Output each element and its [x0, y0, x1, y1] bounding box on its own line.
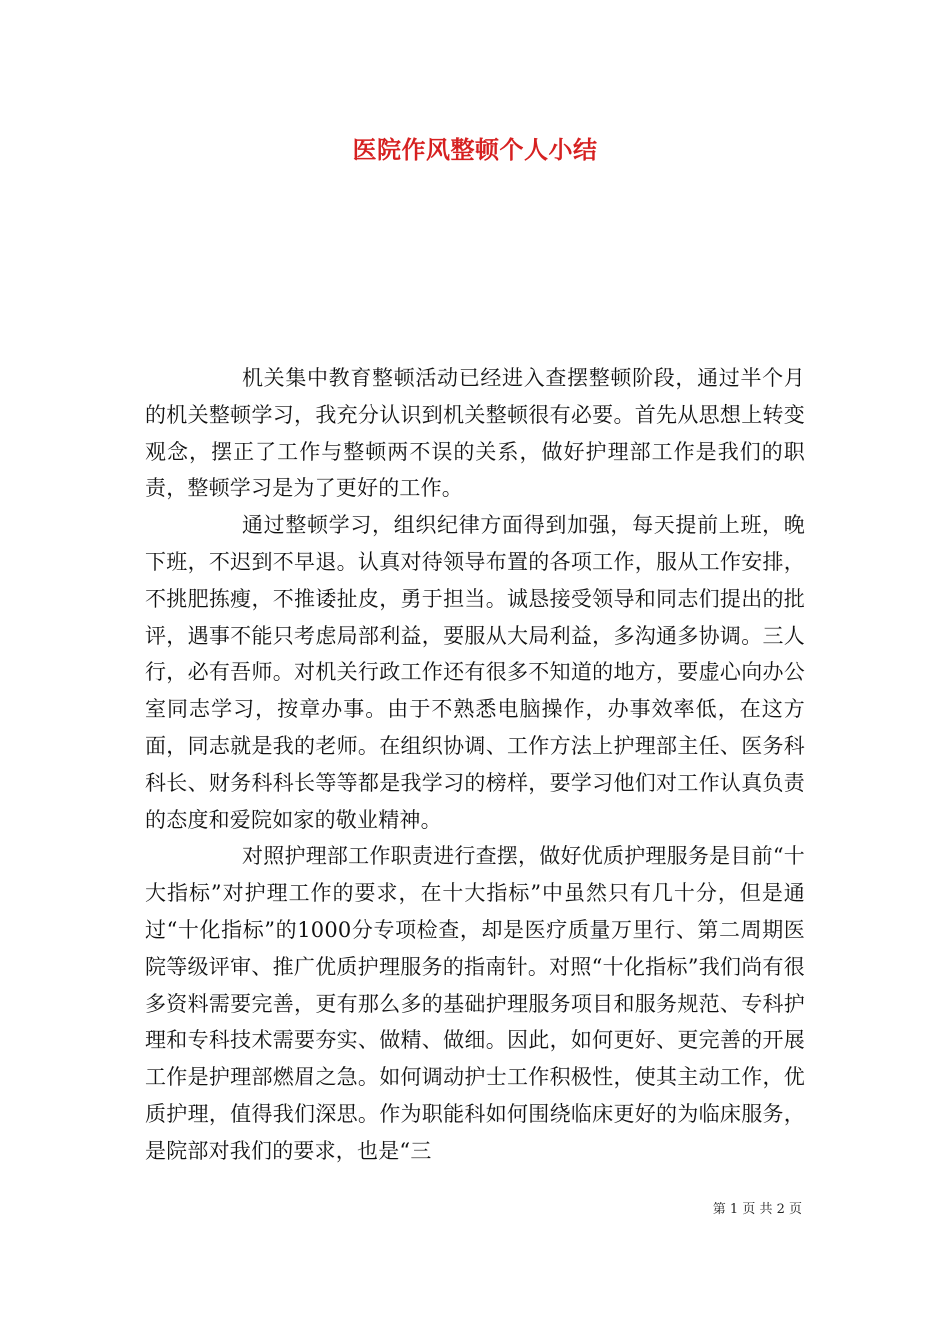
paragraph-1: 机关集中教育整顿活动已经进入查摆整顿阶段，通过半个月的机关整顿学习，我充分认识到机关整顿很有必要。首先从思想上转变观念，摆正了工作与整顿两不误的关系，做好护理部工作是我们的职责，整顿学习是为了更好的工作。 — [145, 366, 805, 501]
paragraph-2: 通过整顿学习，组织纪律方面得到加强，每天提前上班，晚下班，不迟到不早退。认真对待领导布置的各项工作，服从工作安排，不挑肥拣瘦，不推诿扯皮，勇于担当。诚恳接受领导和同志们提出的批评，遇事不能只考虑局部利益，要服从大局利益，多沟通多协调。三人行，必有吾师。对机关行政工作还有很多不知道的地方，要虚心向办公室同志学习，按章办事。由于不熟悉电脑操作，办事效率低，在这方面，同志就是我的老师。在组织协调、工作方法上护理部主任、医务科科长、财务科科长等等都是我学习的榜样，要学习他们对工作认真负责的态度和爱院如家的敬业精神。 — [145, 513, 805, 832]
document-body — [145, 360, 805, 1170]
document-title: 医院作风整顿个人小结 — [352, 135, 598, 164]
paragraph-3: 对照护理部工作职责进行查摆，做好优质护理服务是目前“十大指标”对护理工作的要求，在十大指标”中虽然只有几十分，但是通过“十化指标”的1000分专项检查，却是医疗质量万里行、第二周期医院等级评审、推广优质护理服务的指南针。对照“十化指标”我们尚有很多资料需要完善，更有那么多的基础护理服务项目和服务规范、专科护理和专科技术需要夯实、做精、做细。因此，如何更好、更完善的开展工作是护理部燃眉之急。如何调动护士工作积极性，使其主动工作，优质护理，值得我们深思。作为职能科如何围绕临床更好的为临床服务，是院部对我们的要求，也是“三 — [145, 844, 805, 1163]
page-number-footer: 第 1 页 共 2 页 — [712, 1202, 802, 1217]
